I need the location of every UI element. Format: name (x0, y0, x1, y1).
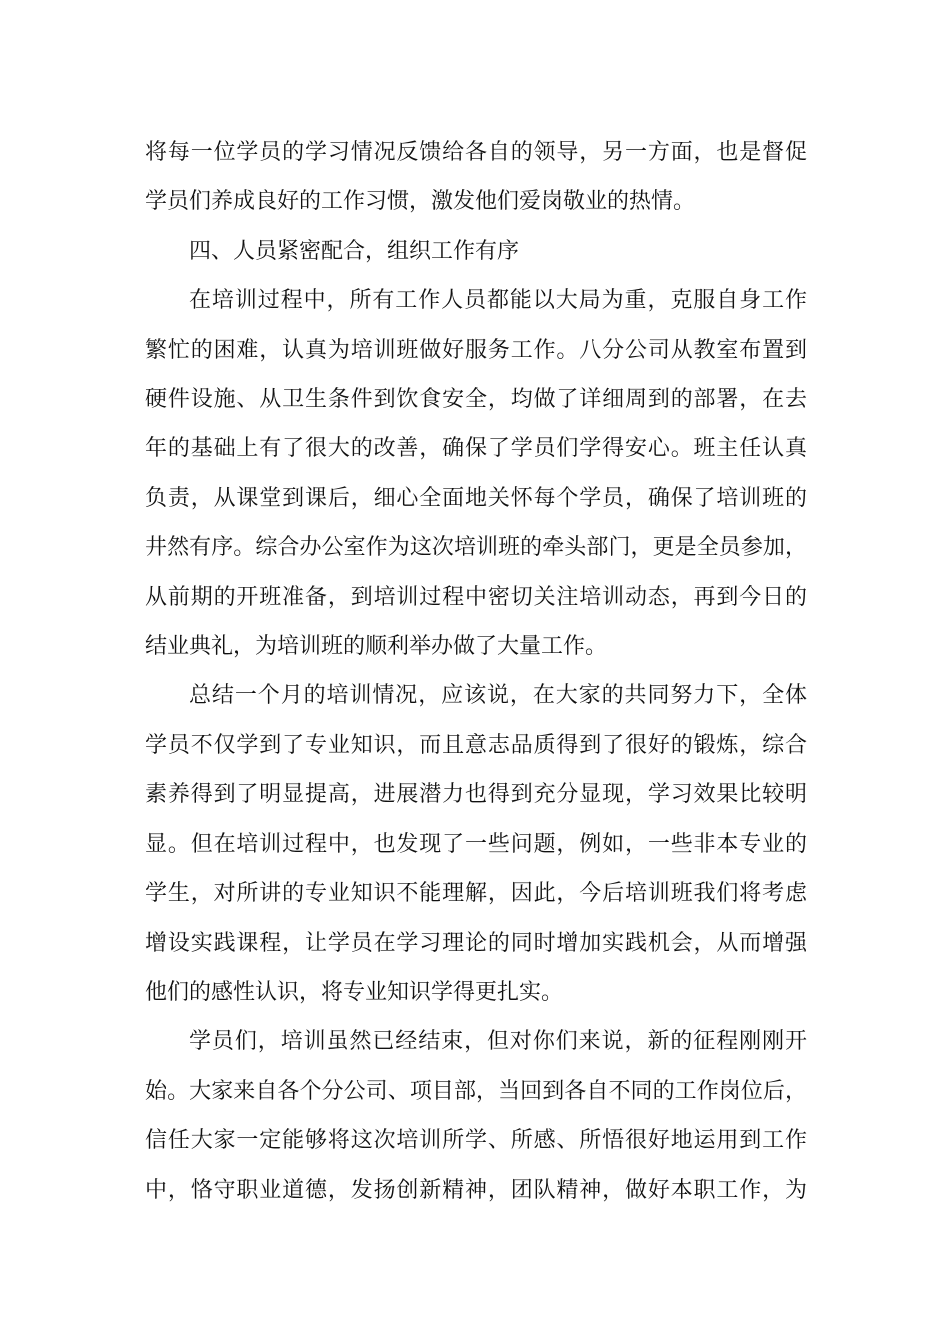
text-line: 负责，从课堂到课后，细心全面地关怀每个学员，确保了培训班的 (145, 485, 807, 511)
text-line: 将每一位学员的学习情况反馈给各自的领导，另一方面，也是督促 (145, 140, 807, 165)
text-line: 繁忙的困难，认真为培训班做好服务工作。八分公司从教室布置到 (145, 337, 807, 363)
text-line: 井然有序。综合办公室作为这次培训班的牵头部门，更是全员参加， (145, 535, 807, 561)
text-line: 年的基础上有了很大的改善，确保了学员们学得安心。班主任认真 (145, 436, 807, 462)
text-line: 学员们养成良好的工作习惯，激发他们爱岗敬业的热情。 (145, 189, 696, 215)
text-line: 从前期的开班准备，到培训过程中密切关注培训动态，再到今日的 (145, 584, 807, 610)
text-line: 总结一个月的培训情况，应该说，在大家的共同努力下，全体 (189, 683, 807, 709)
text-line: 学员不仅学到了专业知识，而且意志品质得到了很好的锻炼，综合 (145, 732, 807, 758)
document-body (145, 128, 807, 1215)
text-line: 结业典礼，为培训班的顺利举办做了大量工作。 (145, 634, 608, 660)
text-line: 中，恪守职业道德，发扬创新精神，团队精神，做好本职工作，为 (145, 1177, 807, 1203)
text-line: 增设实践课程，让学员在学习理论的同时增加实践机会，从而增强 (145, 930, 807, 956)
text-line: 四、人员紧密配合，组织工作有序 (189, 238, 520, 264)
paragraph-3 (145, 276, 807, 671)
text-line: 素养得到了明显提高，进展潜力也得到充分显现，学习效果比较明 (145, 782, 807, 808)
text-line: 显。但在培训过程中，也发现了一些问题，例如，一些非本专业的 (145, 831, 807, 857)
text-line: 硬件设施、从卫生条件到饮食安全，均做了详细周到的部署，在去 (145, 387, 807, 413)
text-line: 始。大家来自各个分公司、项目部，当回到各自不同的工作岗位后， (145, 1078, 807, 1104)
text-line: 他们的感性认识，将专业知识学得更扎实。 (145, 979, 564, 1005)
section-heading (145, 227, 807, 276)
paragraph-1 (145, 128, 807, 227)
text-line: 信任大家一定能够将这次培训所学、所感、所悟很好地运用到工作 (145, 1128, 807, 1154)
text-line: 学员们，培训虽然已经结束，但对你们来说，新的征程刚刚开 (189, 1029, 807, 1055)
paragraph-4 (145, 671, 807, 1017)
paragraph-5 (145, 1017, 807, 1215)
text-line: 学生，对所讲的专业知识不能理解，因此，今后培训班我们将考虑 (145, 881, 807, 907)
text-line: 在培训过程中，所有工作人员都能以大局为重，克服自身工作 (189, 288, 807, 314)
